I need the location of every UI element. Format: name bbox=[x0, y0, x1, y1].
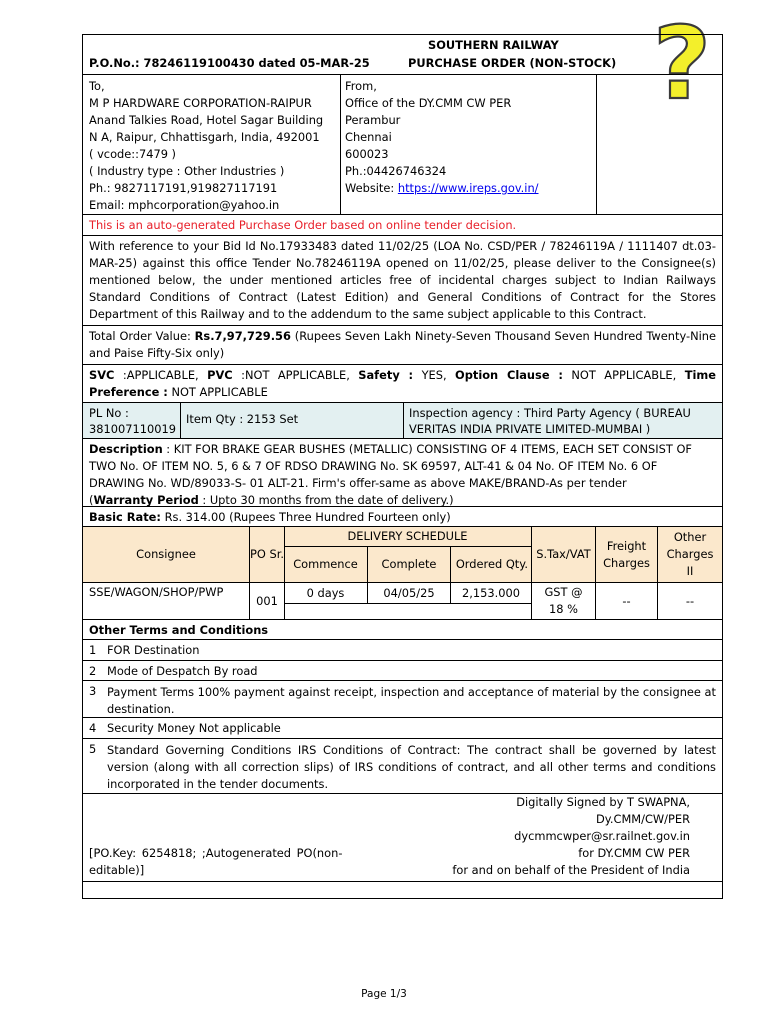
time-preference-value: NOT APPLICABLE bbox=[167, 385, 268, 399]
reference-text: With reference to your Bid Id No.17933483 dated 11/02/25 (LOA No. CSD/PER / 78246119A / 1111407 dt.03-MAR-25) against this office Tender No.78246119A opened on 11/02/25, please deliver to the Consignee(s) mentioned below, the under mentioned articles free of incidental charges subject to Indian Railways Standard Conditions of Contract (Latest Edition) and General Conditions of Contract for the Stores Department of this Railway and to the addendum to the same subject applicable to this Contract. bbox=[83, 236, 722, 326]
header-commence: Commence bbox=[293, 557, 358, 571]
term-number: 2 bbox=[89, 664, 97, 678]
po-number: P.O.No.: 78246119100430 dated 05-MAR-25 bbox=[89, 56, 370, 70]
to-line: Email: mphcorporation@yahoo.in bbox=[89, 198, 280, 212]
description-text: : KIT FOR BRAKE GEAR BUSHES (METALLIC) CONSISTING OF 4 ITEMS, EACH SET CONSIST OF TWO No. OF ITEM NO. 5, 6 & 7 OF RDSO DRAWING No. SK 69597, ALT-41 & 04 No. OF ITEM No. 6 OF DRAWING No. WD/89033-S- 01 ALT-21. Firm's offer-same as above MAKE/BRAND-As per tender bbox=[89, 442, 692, 490]
total-order-value bbox=[83, 326, 722, 365]
row-po-sr: 001 bbox=[256, 593, 278, 608]
from-line: Ph.:04426746324 bbox=[345, 164, 447, 178]
header-ordered-qty: Ordered Qty. bbox=[455, 557, 528, 571]
row-stax: GST @ 18 % bbox=[544, 585, 583, 616]
item-qty: Item Qty : 2153 Set bbox=[186, 412, 299, 426]
term-number: 3 bbox=[89, 684, 97, 698]
safety-label: Safety : bbox=[358, 368, 414, 382]
svg-text:?: ? bbox=[652, 14, 712, 110]
total-value: Rs.7,97,729.56 bbox=[194, 329, 291, 343]
term-text: Security Money Not applicable bbox=[107, 721, 281, 735]
header-complete: Complete bbox=[381, 557, 437, 571]
term-number: 4 bbox=[89, 721, 97, 735]
signature-line: for and on behalf of the President of India bbox=[452, 863, 690, 877]
signature-line: for DY.CMM CW PER bbox=[578, 846, 690, 860]
row-freight: -- bbox=[622, 593, 631, 608]
pvc-value: :NOT APPLICABLE, bbox=[232, 368, 359, 382]
to-label: To, bbox=[89, 79, 105, 93]
term-item bbox=[83, 681, 722, 718]
term-text: Standard Governing Conditions IRS Conditions of Contract: The contract shall be governed by latest version (along with all correction slips) of IRS conditions of contract, and all other terms and conditions incorporated in the tender documents. bbox=[107, 743, 716, 791]
header-freight: Freight Charges bbox=[603, 538, 650, 570]
from-line: Perambur bbox=[345, 113, 401, 127]
from-line: 600023 bbox=[345, 147, 389, 161]
term-item bbox=[83, 718, 722, 739]
page-number: Page 1/3 bbox=[361, 988, 407, 1000]
signature-line: Digitally Signed by T SWAPNA, bbox=[516, 795, 690, 809]
term-text: Mode of Despatch By road bbox=[107, 664, 258, 678]
to-line: Anand Talkies Road, Hotel Sagar Building bbox=[89, 113, 324, 127]
website-line bbox=[345, 180, 539, 197]
header-other-charges: Other Charges II bbox=[666, 530, 714, 578]
row-commence: 0 days bbox=[306, 585, 345, 600]
svc-label: SVC bbox=[89, 368, 115, 382]
pl-value: 381007110019 bbox=[89, 422, 176, 436]
website-link[interactable]: https://www.ireps.gov.in/ bbox=[397, 181, 539, 195]
term-item bbox=[83, 640, 722, 661]
warranty-label: Warranty Period bbox=[93, 493, 199, 507]
signature-block bbox=[83, 794, 722, 882]
total-label: Total Order Value: bbox=[89, 329, 195, 343]
to-line: ( Industry type : Other Industries ) bbox=[89, 164, 285, 178]
from-line: Office of the DY.CMM CW PER bbox=[345, 96, 512, 110]
to-line: Ph.: 9827117191,919827117191 bbox=[89, 181, 278, 195]
basic-rate bbox=[83, 507, 722, 527]
description-label: Description bbox=[89, 442, 163, 456]
to-line: N A, Raipur, Chhattisgarh, India, 492001 bbox=[89, 130, 320, 144]
header-consignee: Consignee bbox=[136, 547, 196, 561]
to-line: ( vcode::7479 ) bbox=[89, 147, 177, 161]
auto-generated-note: This is an auto-generated Purchase Order based on online tender decision. bbox=[83, 215, 722, 236]
digital-signature bbox=[452, 794, 690, 879]
to-line: M P HARDWARE CORPORATION-RAIPUR bbox=[89, 96, 312, 110]
address-block bbox=[83, 75, 722, 215]
signature-line: Dy.CMM/CW/PER bbox=[596, 812, 690, 826]
pvc-label: PVC bbox=[207, 368, 233, 382]
term-text: Payment Terms 100% payment against receipt, inspection and acceptance of material by the consignee at destination. bbox=[107, 685, 716, 716]
header-po-sr: PO Sr. bbox=[250, 547, 284, 561]
inspection-agency: Inspection agency : Third Party Agency ( BUREAU VERITAS INDIA PRIVATE LIMITED-MUMBAI ) bbox=[409, 406, 691, 436]
row-complete: 04/05/25 bbox=[383, 585, 435, 600]
website-label: Website: bbox=[345, 181, 398, 195]
time-preference-label: Time Preference : bbox=[89, 368, 716, 399]
row-consignee: SSE/WAGON/SHOP/PWP bbox=[89, 585, 224, 599]
railway-title: SOUTHERN RAILWAY bbox=[428, 38, 559, 52]
option-clause-value: NOT APPLICABLE, bbox=[562, 368, 685, 382]
pl-label: PL No : bbox=[89, 406, 129, 420]
total-words: (Rupees Seven Lakh Ninety-Seven Thousand Seven Hundred Twenty-Nine and Paise Fifty-Six only) bbox=[89, 329, 717, 360]
from-label: From, bbox=[345, 79, 377, 93]
header-stax: S.Tax/VAT bbox=[536, 547, 591, 561]
pl-row bbox=[83, 403, 722, 439]
term-item bbox=[83, 661, 722, 681]
to-address bbox=[83, 76, 329, 216]
svc-line bbox=[83, 365, 722, 403]
signature-line: dycmmcwper@sr.railnet.gov.in bbox=[514, 829, 690, 843]
terms-title: Other Terms and Conditions bbox=[83, 620, 722, 640]
header-delivery-schedule: DELIVERY SCHEDULE bbox=[347, 529, 468, 543]
term-item bbox=[83, 739, 722, 794]
purchase-order bbox=[82, 34, 723, 899]
svc-value: :APPLICABLE, bbox=[114, 368, 208, 382]
term-number: 5 bbox=[89, 742, 97, 756]
basic-rate-value: Rs. 314.00 (Rupees Three Hundred Fourteen only) bbox=[160, 510, 451, 524]
basic-rate-label: Basic Rate: bbox=[89, 510, 161, 524]
row-ordered-qty: 2,153.000 bbox=[462, 585, 520, 600]
from-line: Chennai bbox=[345, 130, 392, 144]
row-other-charges: -- bbox=[685, 593, 695, 608]
safety-value: YES, bbox=[413, 368, 456, 382]
option-clause-label: Option Clause : bbox=[455, 368, 563, 382]
po-key: [PO.Key: 6254818; ;Autogenerated PO(non-editable)] bbox=[89, 846, 343, 877]
po-header bbox=[83, 35, 722, 75]
po-type: PURCHASE ORDER (NON-STOCK) bbox=[408, 56, 617, 70]
schedule-table-row bbox=[83, 583, 722, 620]
from-address bbox=[339, 76, 545, 199]
description: Description : KIT FOR BRAKE GEAR BUSHES (METALLIC) CONSISTING OF 4 ITEMS, EACH SET CONSIST OF TWO No. OF ITEM NO. 5, 6 & 7 OF RDSO DRAWING No. SK 69597, ALT-41 & 04 No. OF ITEM No. 6 OF DRAWING No. WD/89033-S- 01 ALT-21. Firm's offer-same as above MAKE/BRAND-As per tender (Warranty Period : Upto 30 months from the date of delivery.) bbox=[83, 439, 722, 507]
warranty-text: : Upto 30 months from the date of delivery.) bbox=[198, 493, 454, 507]
term-text: FOR Destination bbox=[107, 643, 200, 657]
schedule-table-header bbox=[83, 527, 722, 583]
term-number: 1 bbox=[89, 643, 97, 657]
pl-number bbox=[83, 403, 182, 439]
